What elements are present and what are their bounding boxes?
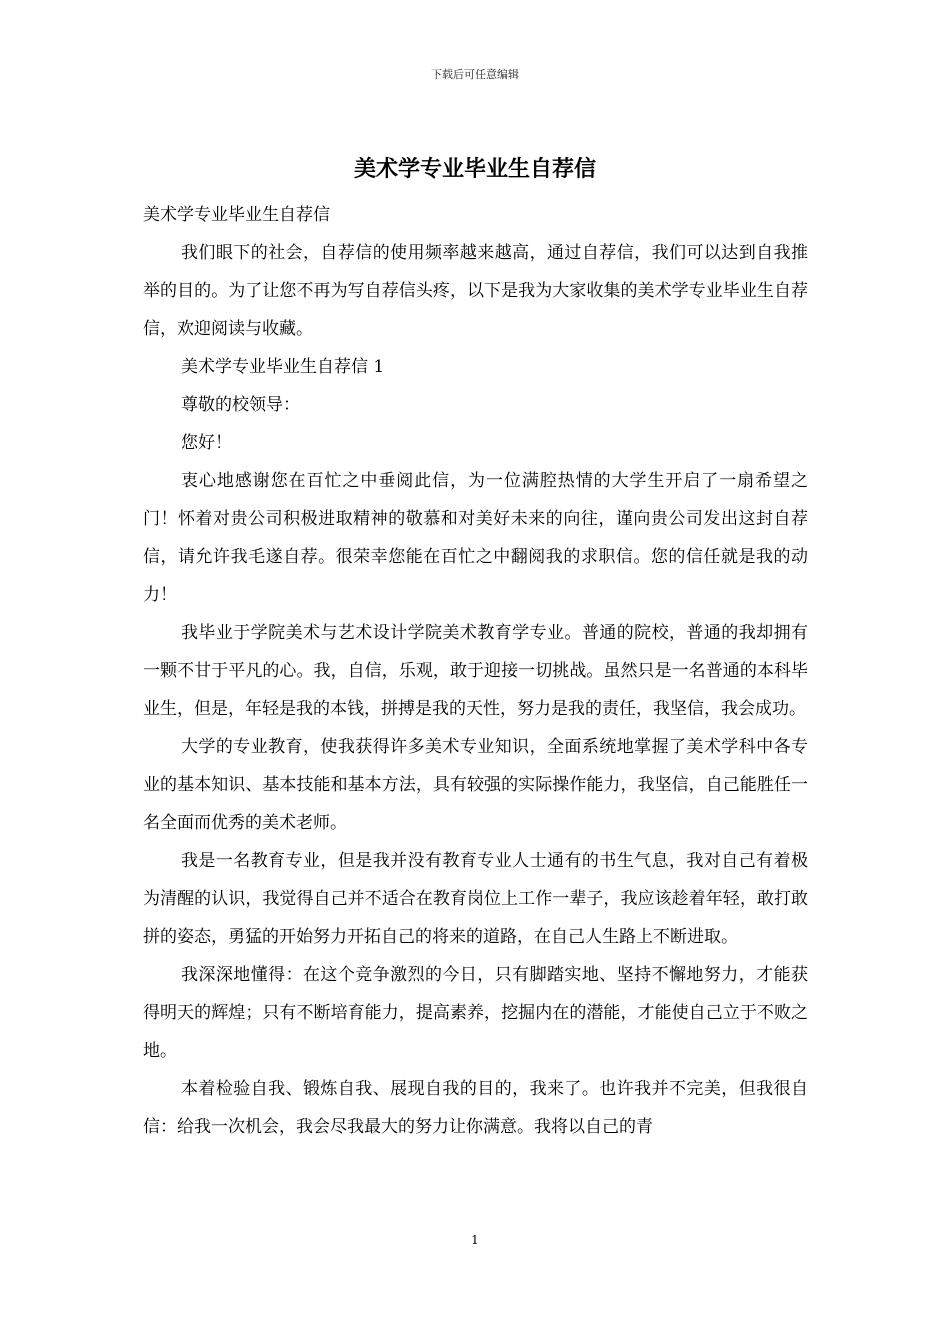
page-number: 1 — [471, 1233, 479, 1247]
body-paragraph: 我毕业于学院美术与艺术设计学院美术教育学专业。普通的院校，普通的我却拥有一颗不甘于平凡的心。我，自信，乐观，敢于迎接一切挑战。虽然只是一名普通的本科毕业生，但是，年轻是我的本钱，拼搏是我的天性，努力是我的责任，我坚信，我会成功。 — [143, 623, 808, 719]
document-title: 美术学专业毕业生自荐信 — [353, 156, 596, 182]
document-body — [143, 196, 808, 1146]
body-paragraph: 我是一名教育专业，但是我并没有教育专业人士通有的书生气息，我对自己有着极为清醒的认识，我觉得自己并不适合在教育岗位上工作一辈子，我应该趁着年轻，敢打敢拼的姿态，勇猛的开始努力开拓自己的将来的道路，在自己人生路上不断进取。 — [143, 851, 808, 947]
body-paragraph: 大学的专业教育，使我获得许多美术专业知识，全面系统地掌握了美术学科中各专业的基本知识、基本技能和基本方法，具有较强的实际操作能力，我坚信，自己能胜任一名全面而优秀的美术老师。 — [143, 737, 808, 833]
body-paragraph: 衷心地感谢您在百忙之中垂阅此信，为一位满腔热情的大学生开启了一扇希望之门！怀着对贵公司积极进取精神的敬慕和对美好未来的向往，谨向贵公司发出这封自荐信，请允许我毛遂自荐。很荣幸您能在百忙之中翻阅我的求职信。您的信任就是我的动力！ — [143, 471, 808, 605]
salutation: 尊敬的校领导： — [181, 395, 300, 415]
intro-paragraph: 我们眼下的社会，自荐信的使用频率越来越高，通过自荐信，我们可以达到自我推举的目的。为了让您不再为写自荐信头疼，以下是我为大家收集的美术学专业毕业生自荐信，欢迎阅读与收藏。 — [143, 243, 808, 339]
subtitle-line: 美术学专业毕业生自荐信 — [143, 205, 330, 225]
body-paragraph: 我深深地懂得：在这个竞争激烈的今日，只有脚踏实地、坚持不懈地努力，才能获得明天的辉煌；只有不断培育能力，提高素养，挖掘内在的潜能，才能使自己立于不败之地。 — [143, 965, 808, 1061]
header-note: 下载后可任意编辑 — [431, 68, 519, 81]
greeting: 您好！ — [181, 433, 232, 453]
body-paragraph: 本着检验自我、锻炼自我、展现自我的目的，我来了。也许我并不完美，但我很自信：给我一次机会，我会尽我最大的努力让你满意。我将以自己的青 — [143, 1079, 808, 1137]
letter-heading: 美术学专业毕业生自荐信 1 — [181, 357, 385, 377]
